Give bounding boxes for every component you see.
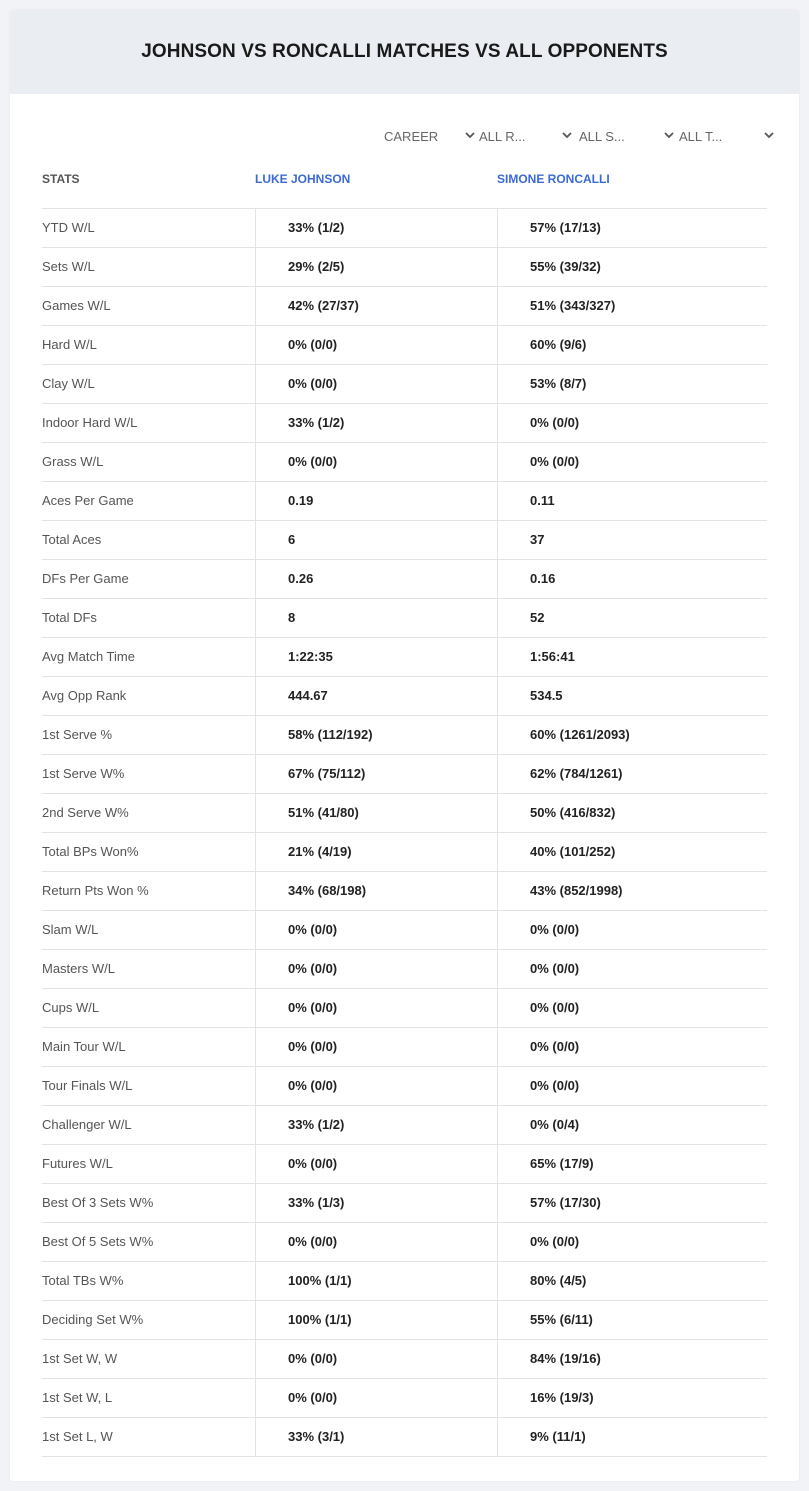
player2-value: 53% (8/7) xyxy=(497,365,767,403)
player1-value: 0% (0/0) xyxy=(255,443,497,481)
stat-label: Total BPs Won% xyxy=(42,844,139,859)
filter-surface-value: ALL S... xyxy=(579,128,625,144)
player1-value: 34% (68/198) xyxy=(255,872,497,910)
stat-label: 1st Set L, W xyxy=(42,1429,113,1444)
stat-label: 2nd Serve W% xyxy=(42,805,129,820)
player2-value: 80% (4/5) xyxy=(497,1262,767,1300)
stat-label: Masters W/L xyxy=(42,961,115,976)
stat-label: Hard W/L xyxy=(42,337,97,352)
stat-label: Best Of 5 Sets W% xyxy=(42,1234,154,1249)
table-row xyxy=(42,521,767,560)
table-row xyxy=(42,1379,767,1418)
player2-value: 52 xyxy=(497,599,767,637)
player2-value: 0% (0/0) xyxy=(497,1067,767,1105)
player2-value: 65% (17/9) xyxy=(497,1145,767,1183)
card-header xyxy=(10,10,799,94)
table-row xyxy=(42,443,767,482)
player2-value: 534.5 xyxy=(497,677,767,715)
stats-table xyxy=(42,208,767,1457)
table-row xyxy=(42,833,767,872)
table-row xyxy=(42,326,767,365)
table-row xyxy=(42,950,767,989)
player1-value: 21% (4/19) xyxy=(255,833,497,871)
table-row xyxy=(42,1301,767,1340)
stat-label: Total Aces xyxy=(42,532,102,547)
table-row xyxy=(42,638,767,677)
table-row xyxy=(42,1262,767,1301)
table-header xyxy=(42,170,767,208)
chevron-down-icon xyxy=(763,129,775,141)
player1-value: 100% (1/1) xyxy=(255,1301,497,1339)
player1-value: 33% (1/2) xyxy=(255,1106,497,1144)
stats-column-header: STATS xyxy=(42,172,80,186)
player1-value: 51% (41/80) xyxy=(255,794,497,832)
stat-label: Tour Finals W/L xyxy=(42,1078,133,1093)
player2-value: 55% (6/11) xyxy=(497,1301,767,1339)
table-row xyxy=(42,365,767,404)
player1-value: 33% (1/2) xyxy=(255,404,497,442)
stat-label: Sets W/L xyxy=(42,259,95,274)
table-row xyxy=(42,1106,767,1145)
table-row xyxy=(42,716,767,755)
stat-label: 1st Set W, L xyxy=(42,1390,113,1405)
chevron-down-icon xyxy=(663,129,675,141)
filter-round-value: ALL R... xyxy=(479,128,526,144)
player1-value: 0% (0/0) xyxy=(255,989,497,1027)
table-row xyxy=(42,287,767,326)
stat-label: Avg Opp Rank xyxy=(42,688,127,703)
player1-value: 67% (75/112) xyxy=(255,755,497,793)
player2-value: 57% (17/30) xyxy=(497,1184,767,1222)
chevron-down-icon xyxy=(561,129,573,141)
stat-label: Main Tour W/L xyxy=(42,1039,126,1054)
player1-value: 1:22:35 xyxy=(255,638,497,676)
player2-value: 55% (39/32) xyxy=(497,248,767,286)
player1-value: 0% (0/0) xyxy=(255,1340,497,1378)
filter-period-select[interactable] xyxy=(384,126,474,146)
stat-label: DFs Per Game xyxy=(42,571,129,586)
stat-label: Games W/L xyxy=(42,298,111,313)
player2-value: 0% (0/0) xyxy=(497,989,767,1027)
table-row xyxy=(42,1184,767,1223)
filter-surface-select[interactable] xyxy=(579,126,674,146)
player2-value: 0% (0/0) xyxy=(497,911,767,949)
filter-tournament-select[interactable] xyxy=(679,126,774,146)
player1-value: 0.26 xyxy=(255,560,497,598)
player2-value: 37 xyxy=(497,521,767,559)
table-row xyxy=(42,1340,767,1379)
table-row xyxy=(42,1418,767,1457)
player1-value: 0% (0/0) xyxy=(255,1223,497,1261)
stat-label: Indoor Hard W/L xyxy=(42,415,138,430)
filter-tournament-value: ALL T... xyxy=(679,128,723,144)
player2-value: 0.16 xyxy=(497,560,767,598)
stat-label: Aces Per Game xyxy=(42,493,134,508)
table-row xyxy=(42,1067,767,1106)
player2-link[interactable]: SIMONE RONCALLI xyxy=(497,172,610,186)
stats-card xyxy=(10,10,799,1481)
stat-label: Total TBs W% xyxy=(42,1273,124,1288)
table-row xyxy=(42,989,767,1028)
player2-value: 0% (0/0) xyxy=(497,1028,767,1066)
table-row xyxy=(42,1223,767,1262)
table-row xyxy=(42,404,767,443)
player2-value: 0% (0/0) xyxy=(497,950,767,988)
table-row xyxy=(42,248,767,287)
player1-value: 33% (3/1) xyxy=(255,1418,497,1456)
player1-value: 33% (1/3) xyxy=(255,1184,497,1222)
stat-label: Grass W/L xyxy=(42,454,104,469)
stat-label: 1st Set W, W xyxy=(42,1351,118,1366)
player1-value: 6 xyxy=(255,521,497,559)
player2-value: 60% (9/6) xyxy=(497,326,767,364)
player1-value: 42% (27/37) xyxy=(255,287,497,325)
player2-value: 50% (416/832) xyxy=(497,794,767,832)
player1-link[interactable]: LUKE JOHNSON xyxy=(255,172,351,186)
player2-value: 0% (0/0) xyxy=(497,1223,767,1261)
player1-value: 0% (0/0) xyxy=(255,1379,497,1417)
player2-value: 1:56:41 xyxy=(497,638,767,676)
stat-label: Best Of 3 Sets W% xyxy=(42,1195,154,1210)
player2-value: 62% (784/1261) xyxy=(497,755,767,793)
player2-value: 16% (19/3) xyxy=(497,1379,767,1417)
table-row xyxy=(42,677,767,716)
player1-value: 0% (0/0) xyxy=(255,950,497,988)
stat-label: YTD W/L xyxy=(42,220,95,235)
player2-value: 57% (17/13) xyxy=(497,209,767,247)
filter-period-value: CAREER xyxy=(384,128,439,144)
player2-value: 84% (19/16) xyxy=(497,1340,767,1378)
player2-value: 0% (0/0) xyxy=(497,404,767,442)
table-row xyxy=(42,755,767,794)
table-row xyxy=(42,872,767,911)
table-row xyxy=(42,1028,767,1067)
stat-label: Challenger W/L xyxy=(42,1117,132,1132)
player2-value: 43% (852/1998) xyxy=(497,872,767,910)
stat-label: Cups W/L xyxy=(42,1000,100,1015)
filter-bar xyxy=(374,126,774,146)
player2-value: 0.11 xyxy=(497,482,767,520)
chevron-down-icon xyxy=(464,129,476,141)
table-row xyxy=(42,560,767,599)
table-row xyxy=(42,1145,767,1184)
player1-value: 33% (1/2) xyxy=(255,209,497,247)
table-row xyxy=(42,482,767,521)
player1-value: 0% (0/0) xyxy=(255,1067,497,1105)
page-title: JOHNSON VS RONCALLI MATCHES VS ALL OPPONENTS xyxy=(141,41,668,62)
table-row xyxy=(42,911,767,950)
player1-value: 0% (0/0) xyxy=(255,326,497,364)
stat-label: Deciding Set W% xyxy=(42,1312,144,1327)
stat-label: Return Pts Won % xyxy=(42,883,149,898)
player1-value: 0% (0/0) xyxy=(255,365,497,403)
table-row xyxy=(42,794,767,833)
player1-value: 29% (2/5) xyxy=(255,248,497,286)
table-row xyxy=(42,599,767,638)
player2-value: 0% (0/4) xyxy=(497,1106,767,1144)
stat-label: Clay W/L xyxy=(42,376,95,391)
table-row xyxy=(42,209,767,248)
player2-value: 40% (101/252) xyxy=(497,833,767,871)
player1-value: 100% (1/1) xyxy=(255,1262,497,1300)
stat-label: Avg Match Time xyxy=(42,649,135,664)
player2-value: 51% (343/327) xyxy=(497,287,767,325)
player1-value: 0% (0/0) xyxy=(255,1028,497,1066)
player2-value: 60% (1261/2093) xyxy=(497,716,767,754)
player2-value: 9% (11/1) xyxy=(497,1418,767,1456)
stat-label: Futures W/L xyxy=(42,1156,113,1171)
stat-label: Total DFs xyxy=(42,610,97,625)
player1-value: 58% (112/192) xyxy=(255,716,497,754)
player2-value: 0% (0/0) xyxy=(497,443,767,481)
player1-value: 0% (0/0) xyxy=(255,911,497,949)
player1-value: 0.19 xyxy=(255,482,497,520)
stat-label: 1st Serve W% xyxy=(42,766,125,781)
stat-label: Slam W/L xyxy=(42,922,99,937)
player1-value: 0% (0/0) xyxy=(255,1145,497,1183)
player1-value: 444.67 xyxy=(255,677,497,715)
player1-value: 8 xyxy=(255,599,497,637)
filter-round-select[interactable] xyxy=(479,126,574,146)
stat-label: 1st Serve % xyxy=(42,727,113,742)
